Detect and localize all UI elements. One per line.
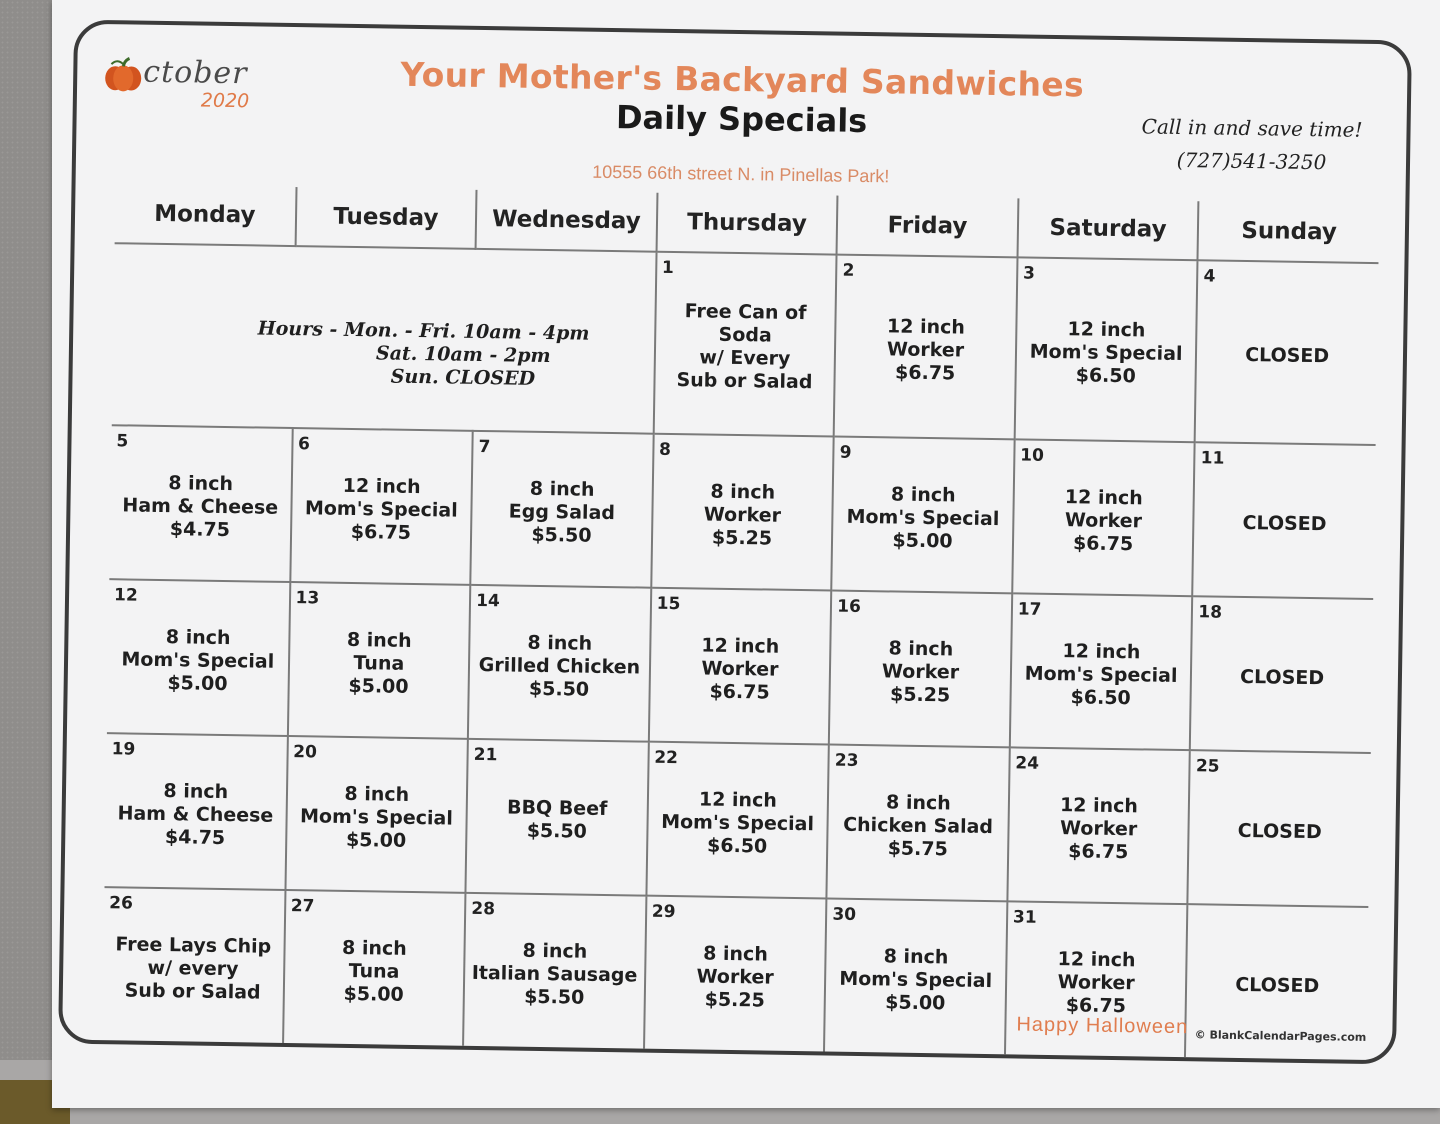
weekday-header: Saturday [1017, 198, 1198, 260]
call-in-block [1141, 110, 1363, 179]
day-cell [829, 591, 1012, 748]
day-cell [827, 745, 1010, 902]
day-cell [1188, 750, 1371, 907]
day-special: 8 inch Tuna $5.00 [341, 936, 407, 1006]
page-title: Your Mother's Backyard Sandwiches [400, 54, 1085, 105]
day-number: 1 [661, 257, 674, 279]
day-number: 18 [1198, 602, 1223, 623]
hours-line: Sun. CLOSED [390, 365, 536, 390]
day-special: 12 inch Mom's Special $6.50 [661, 787, 815, 858]
day-cell [644, 896, 827, 1052]
day-special: 12 inch Worker $6.75 [886, 314, 966, 384]
week-row [107, 579, 1373, 753]
day-special: 12 inch Worker $6.75 [1064, 485, 1143, 555]
weekday-header: Tuesday [295, 187, 476, 249]
year-label: 2020 [200, 89, 250, 113]
hours-cell [112, 243, 656, 433]
weekday-header: Monday [115, 184, 296, 246]
day-number: 30 [832, 904, 857, 925]
day-cell [651, 434, 834, 591]
day-cell [287, 582, 470, 739]
day-number: 10 [1020, 445, 1045, 466]
day-cell [466, 739, 649, 896]
day-number: 29 [651, 901, 676, 923]
call-in-text: Call in and save time! [1141, 114, 1363, 142]
day-number: 2 [842, 260, 855, 281]
day-special: 8 inch Chicken Salad $5.75 [843, 790, 994, 860]
day-special: 8 inch Egg Salad $5.50 [508, 477, 616, 547]
day-cell [109, 425, 292, 582]
day-special: 8 inch Mom's Special $5.00 [299, 782, 454, 852]
day-special: 8 inch Mom's Special $5.00 [846, 482, 1000, 552]
day-number: 13 [295, 588, 320, 609]
day-number: 28 [471, 898, 496, 920]
day-number: 19 [111, 739, 136, 760]
day-cell [463, 893, 646, 1049]
day-number: 7 [478, 436, 491, 458]
day-cell [1010, 593, 1193, 750]
day-number: 8 [658, 439, 672, 460]
credit-line: © BlankCalendarPages.com [1194, 1028, 1367, 1044]
day-number: 31 [1012, 907, 1037, 928]
day-special: Free Can of Soda w/ Every Sub or Salad [676, 300, 813, 394]
day-cell [105, 733, 288, 890]
week-row [105, 733, 1371, 907]
page-subtitle: Daily Specials [615, 98, 868, 141]
day-cell [470, 431, 653, 588]
day-special: 8 inch Italian Sausage $5.50 [471, 939, 638, 1009]
day-special: CLOSED [1242, 511, 1327, 535]
day-cell [646, 742, 829, 899]
store-address: 10555 66th street N. in Pinellas Park! [592, 161, 890, 187]
day-number: 23 [834, 750, 859, 771]
day-special: 12 inch Mom's Special $6.50 [1024, 639, 1178, 709]
day-number: 24 [1015, 753, 1040, 774]
day-cell [649, 588, 832, 745]
day-number: 17 [1017, 599, 1042, 620]
day-special: 12 inch Worker $6.75 [1059, 793, 1139, 863]
weekday-header: Sunday [1198, 201, 1380, 263]
day-number: 20 [293, 742, 318, 763]
day-special: 8 inch Worker $5.25 [703, 480, 782, 550]
day-special: 8 inch Mom's Special $5.00 [839, 944, 993, 1014]
day-special: CLOSED [1235, 973, 1320, 997]
day-special: 12 inch Worker $6.75 [701, 633, 780, 704]
day-cell [1014, 257, 1197, 442]
day-cell [1190, 596, 1373, 753]
day-special: CLOSED [1239, 665, 1325, 689]
hours-line: Sat. 10am - 2pm [375, 341, 551, 367]
day-cell [1193, 442, 1376, 599]
day-number: 14 [476, 590, 500, 612]
day-special: 8 inch Ham & Cheese $4.75 [122, 471, 279, 541]
day-special: CLOSED [1245, 343, 1330, 367]
calendar-sheet [58, 20, 1412, 1065]
day-cell [824, 898, 1007, 1054]
day-cell [653, 252, 836, 437]
day-cell [468, 585, 651, 742]
day-number: 27 [290, 896, 315, 917]
day-number: 5 [116, 431, 129, 452]
weekday-header: Wednesday [476, 190, 657, 252]
day-special: BBQ Beef $5.50 [506, 796, 608, 843]
weekday-header: Friday [837, 196, 1018, 258]
day-special: 8 inch Mom's Special $5.00 [121, 625, 275, 695]
day-number: 11 [1200, 448, 1225, 469]
day-special: 8 inch Tuna $5.00 [346, 628, 412, 698]
day-number: 22 [654, 747, 679, 769]
day-cell [107, 579, 290, 736]
day-cell [290, 428, 473, 585]
halloween-greeting: Happy Halloween [1016, 1013, 1189, 1039]
day-special: Free Lays Chip w/ every Sub or Salad [115, 932, 272, 1004]
calendar-grid [102, 184, 1379, 1060]
day-special: 12 inch Worker $6.75 [1057, 947, 1136, 1017]
day-number: 25 [1195, 756, 1220, 777]
month-word: ctober [143, 54, 248, 92]
phone-number: (727)541-3250 [1176, 147, 1327, 175]
day-cell [834, 255, 1017, 440]
day-number: 26 [109, 893, 134, 914]
week-row [109, 425, 1375, 599]
day-number: 3 [1022, 263, 1036, 284]
day-cell [1195, 260, 1378, 445]
day-number: 9 [839, 442, 852, 463]
day-special: CLOSED [1237, 819, 1322, 843]
day-number: 6 [297, 434, 311, 455]
day-cell [283, 890, 466, 1046]
day-special: 12 inch Mom's Special $6.75 [304, 474, 458, 544]
day-special: 8 inch Grilled Chicken $5.50 [478, 631, 641, 701]
day-number: 21 [473, 744, 498, 766]
day-cell [831, 437, 1014, 594]
day-cell [1012, 439, 1195, 596]
day-number: 15 [656, 593, 681, 615]
day-special: 8 inch Worker $5.25 [881, 636, 960, 706]
day-cell [1007, 747, 1190, 904]
day-special: 8 inch Ham & Cheese $4.75 [117, 779, 274, 849]
day-number: 4 [1203, 266, 1216, 287]
day-special: 8 inch Worker $5.25 [696, 942, 774, 1012]
day-cell [102, 887, 285, 1043]
hours-line: Hours - Mon. - Fri. 10am - 4pm [257, 316, 590, 345]
day-cell [285, 736, 468, 893]
day-number: 16 [837, 596, 862, 617]
weekday-header: Thursday [656, 193, 837, 255]
week-row [112, 243, 1379, 445]
day-special: 12 inch Mom's Special $6.50 [1029, 317, 1183, 387]
day-number: 12 [113, 585, 138, 606]
